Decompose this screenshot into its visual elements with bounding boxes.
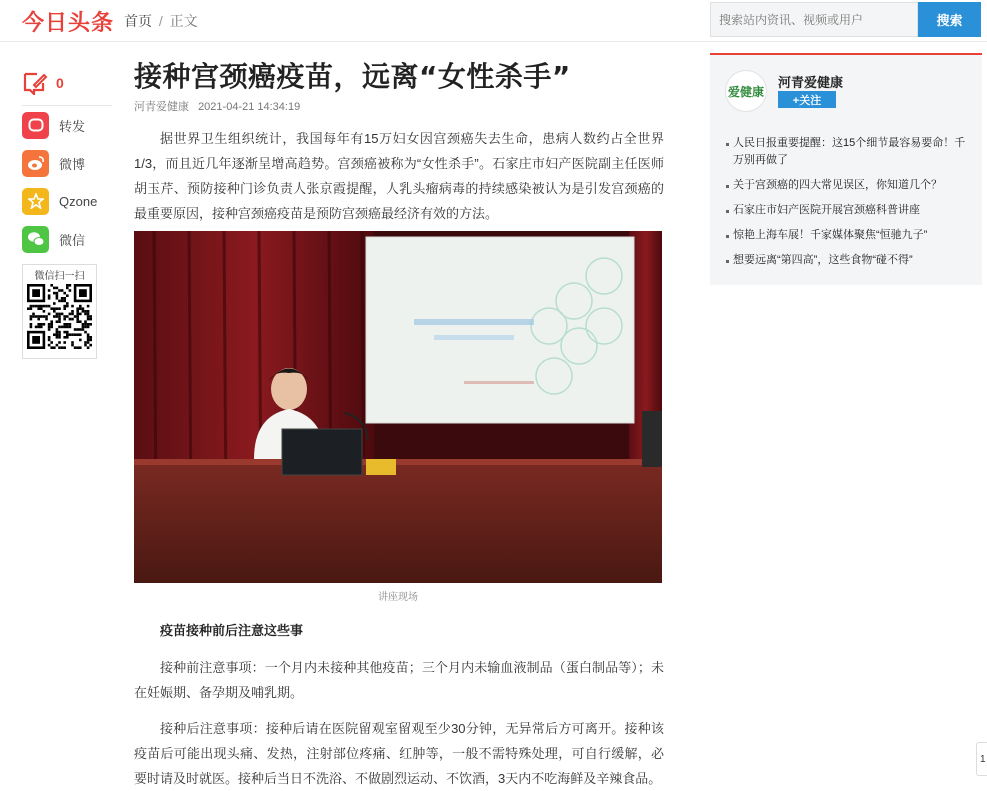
share-label: 微信 bbox=[59, 232, 86, 248]
author-sidebar bbox=[710, 53, 982, 285]
article-source[interactable]: 河青爱健康 bbox=[134, 101, 189, 113]
list-item[interactable] bbox=[726, 202, 971, 219]
article-title: 接种宫颈癌疫苗，远离“女性杀手” bbox=[134, 60, 571, 93]
list-item[interactable] bbox=[726, 252, 971, 269]
search-input[interactable] bbox=[710, 2, 918, 37]
share-qzone[interactable] bbox=[22, 182, 112, 220]
weibo-icon bbox=[22, 150, 49, 177]
related-news-list bbox=[726, 135, 971, 277]
comment-icon[interactable] bbox=[22, 71, 48, 95]
toutiao-logo[interactable]: 今日头条 bbox=[22, 11, 115, 36]
article-paragraph: 接种前注意事项：一个月内未接种其他疫苗；三个月内未输血液制品（蛋白制品等）；未在妊娠期、备孕期及哺乳期。 bbox=[134, 660, 664, 700]
share-weibo[interactable] bbox=[22, 144, 112, 182]
share-label: 转发 bbox=[59, 118, 86, 134]
list-item[interactable] bbox=[726, 135, 971, 169]
author-avatar[interactable]: 爱健康 bbox=[725, 70, 767, 112]
share-label: Qzone bbox=[59, 193, 98, 209]
news-link[interactable]: 惊艳上海车展！千家媒体聚焦“恒驰九子” bbox=[733, 229, 928, 241]
share-column bbox=[22, 60, 112, 359]
breadcrumb bbox=[124, 11, 198, 31]
top-header bbox=[0, 0, 987, 42]
photo-caption: 讲座现场 bbox=[378, 592, 418, 603]
article-paragraph: 接种后注意事项：接种后请在医院留观室留观至少30分钟，无异常后方可离开。接种该疫苗后可能出现头痛、发热，注射部位疼痛、红肿等，一般不需特殊处理，可自行缓解，必要时请及时就医。接种后当日不洗浴、不做剧烈运动、不饮酒，3天内不吃海鲜及辛辣食品。 bbox=[134, 721, 664, 786]
news-link[interactable]: 人民日报重要提醒：这15个细节最容易要命！千万别再做了 bbox=[733, 137, 966, 166]
breadcrumb-separator: / bbox=[158, 13, 163, 29]
comment-count: 0 bbox=[56, 74, 64, 91]
list-item[interactable] bbox=[726, 227, 971, 244]
share-label: 微博 bbox=[59, 156, 86, 172]
article-time: 2021-04-21 14:34:19 bbox=[198, 101, 301, 113]
article-meta bbox=[134, 98, 300, 114]
share-repost[interactable] bbox=[22, 106, 112, 144]
qr-label: 微信扫一扫 bbox=[34, 271, 85, 282]
section-heading: 疫苗接种前后注意这些事 bbox=[160, 623, 304, 638]
qzone-icon bbox=[22, 188, 49, 215]
qr-code bbox=[27, 284, 92, 349]
news-link[interactable]: 石家庄市妇产医院开展宫颈癌科普讲座 bbox=[733, 204, 920, 216]
article-paragraph: 据世界卫生组织统计，我国每年有15万妇女因宫颈癌失去生命，患病人数约占全世界1/3，而且近几年逐渐呈增高趋势。宫颈癌被称为“女性杀手”。石家庄市妇产医院副主任医师胡玉芹、预防接种门诊负责人张京霞提醒，人乳头瘤病毒的持续感染被认为是引发宫颈癌的最重要原因，接种宫颈癌疫苗是预防宫颈癌最经济有效的方法。 bbox=[134, 131, 664, 221]
floating-side-tab[interactable]: 1 bbox=[976, 742, 987, 776]
news-link[interactable]: 关于宫颈癌的四大常见误区，你知道几个？ bbox=[733, 179, 942, 191]
news-link[interactable]: 想要远离“第四高”，这些食物“碰不得” bbox=[733, 254, 913, 266]
follow-button[interactable]: +关注 bbox=[778, 91, 836, 108]
breadcrumb-home[interactable]: 首页 bbox=[124, 13, 152, 29]
repost-icon bbox=[22, 112, 49, 139]
wechat-icon bbox=[22, 226, 49, 253]
wechat-qr-box bbox=[22, 264, 97, 359]
share-wechat[interactable] bbox=[22, 220, 112, 258]
search-button[interactable]: 搜索 bbox=[918, 2, 981, 37]
comment-counter[interactable] bbox=[22, 60, 112, 106]
list-item[interactable] bbox=[726, 177, 971, 194]
article-photo bbox=[134, 231, 662, 583]
author-name[interactable]: 河青爱健康 bbox=[778, 75, 844, 90]
breadcrumb-current: 正文 bbox=[169, 13, 198, 29]
